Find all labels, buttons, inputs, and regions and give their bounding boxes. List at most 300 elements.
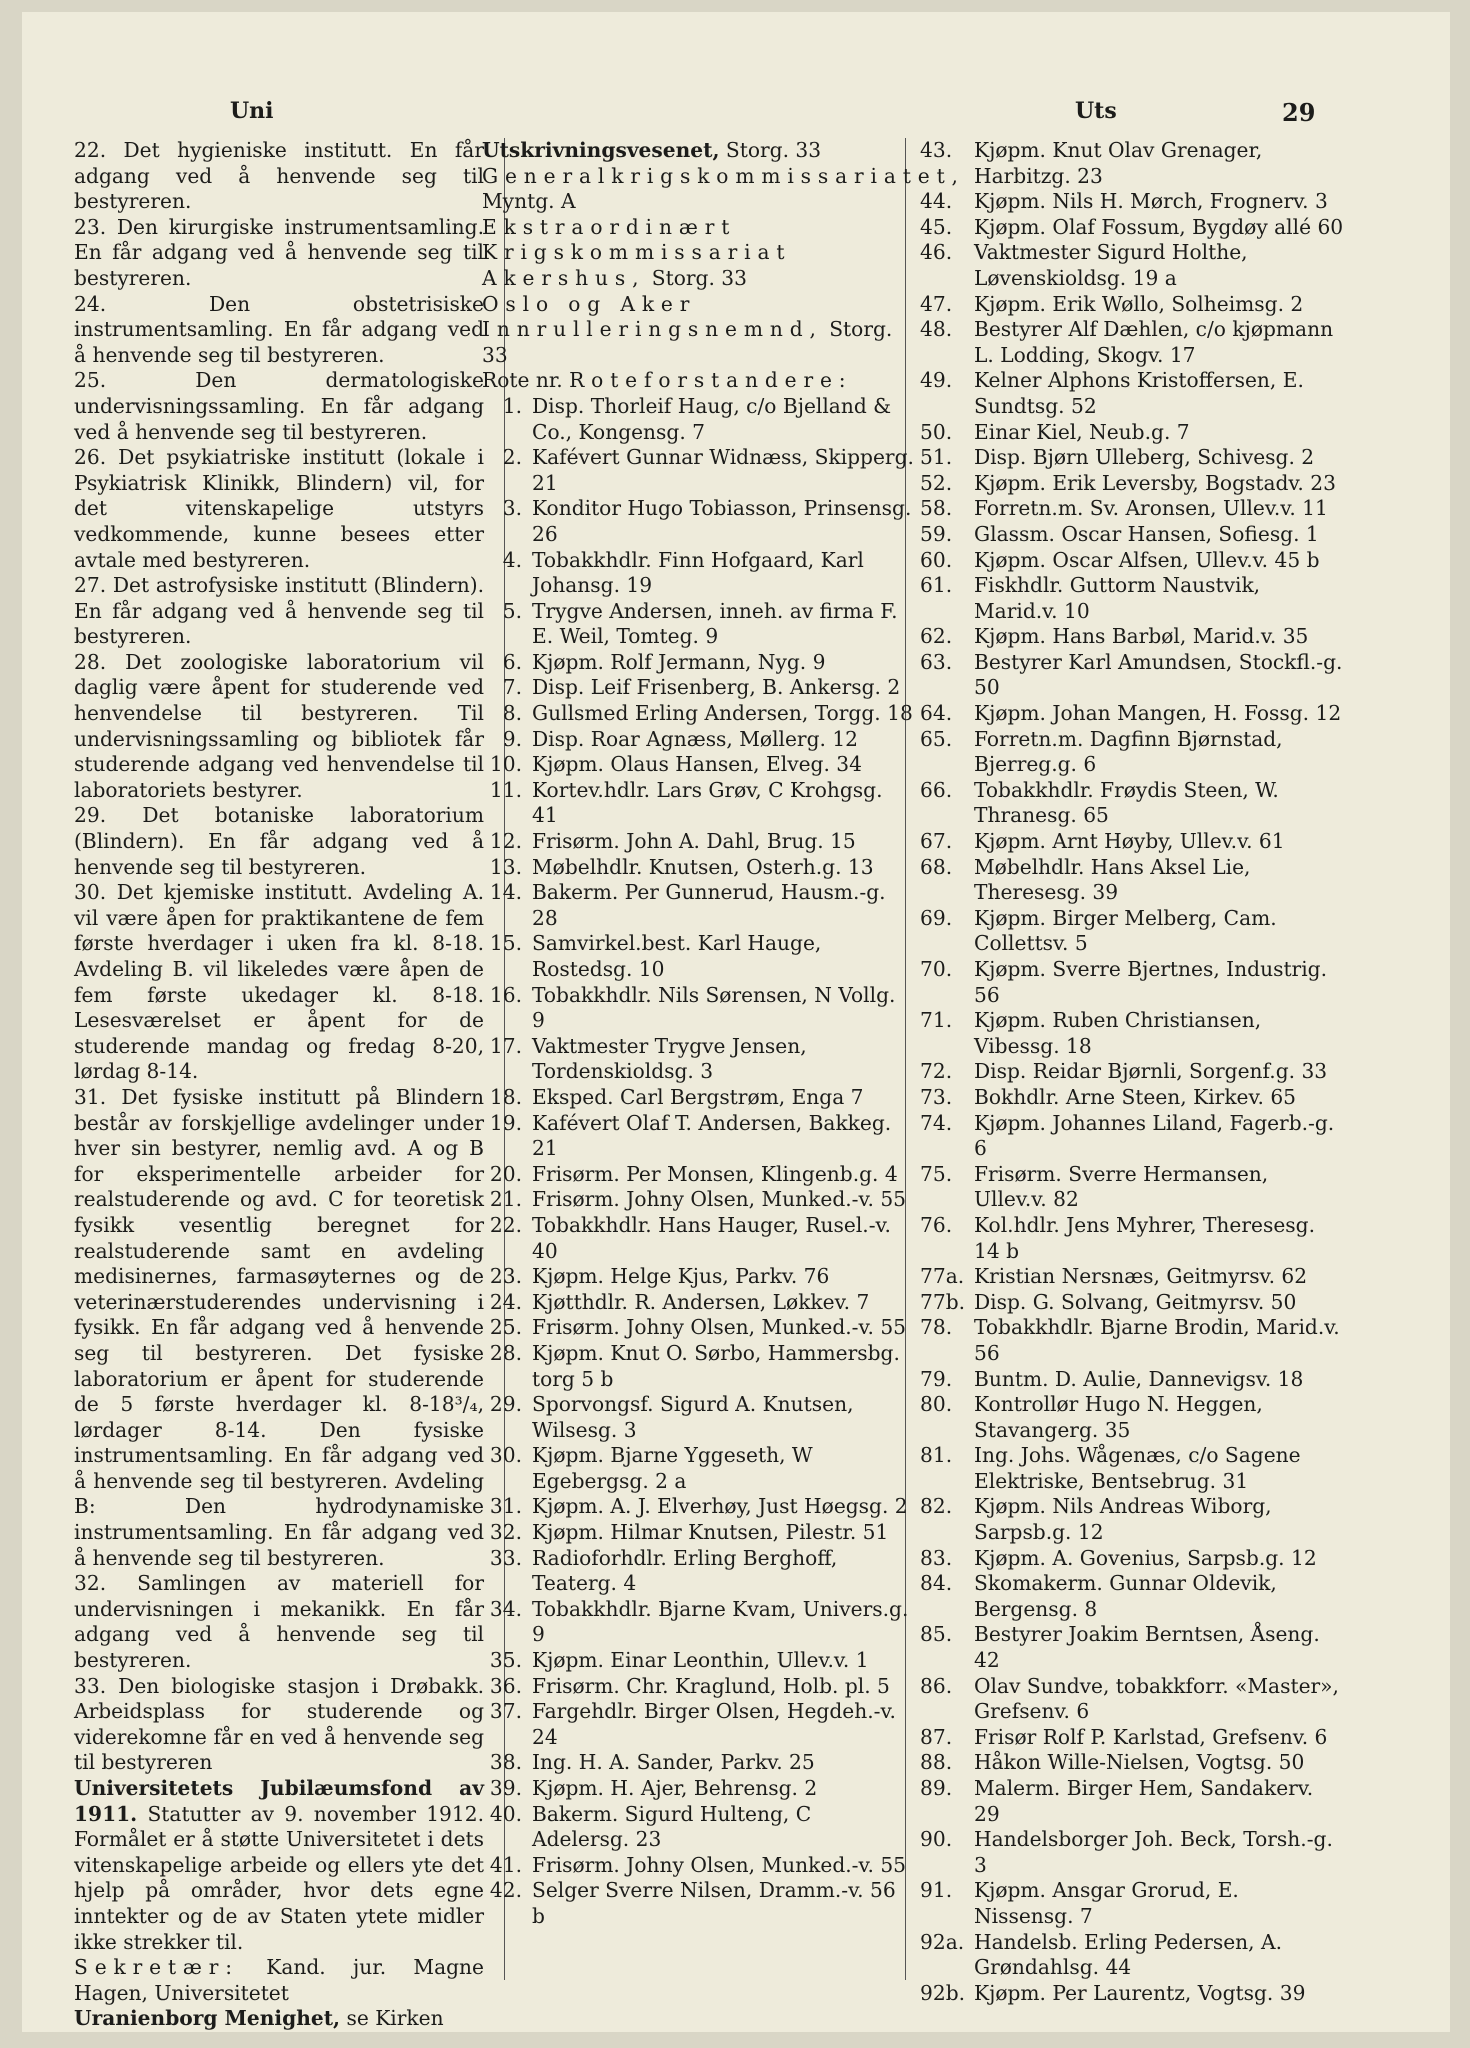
rote-text: Kjøpm. Hilmar Knutsen, Pilestr. 51 [532,1520,889,1545]
institute-entry: 28. Det zoologiske laboratorium vil daglig være åpent for studerende ved henvendelse til bestyreren. Til undervisningssamling og bibliotek får studerende adgang ved henvendelse til laboratoriets bestyrer. [74,649,484,802]
secretary-entry [74,1955,484,2006]
rote-text: Kjøpm. Johan Mangen, H. Fossg. 12 [974,701,1342,726]
rote-text: Møbelhdlr. Hans Aksel Lie, Theresesg. 39 [974,854,1251,905]
rote-number: 12. [489,829,522,854]
rote-entry [482,394,914,445]
rote-number: 61. [920,573,953,598]
rote-entry [920,1264,1344,1290]
rote-entry [920,317,1344,368]
rote-text: Kjøpm. Nils H. Mørch, Frognerv. 3 [974,189,1328,214]
page-number: 29 [1282,98,1316,127]
rote-text: Kjøpm. Ansgar Grorud, E. Nissensg. 7 [974,1878,1239,1928]
rote-text: Bokhdlr. Arne Steen, Kirkev. 65 [974,1084,1297,1109]
rote-text: Frisørm. Johny Olsen, Munked.-v. 55 [532,1187,907,1212]
jubilee-fund-title: Universitetets Jubilæumsfond av 1911. [74,1776,484,1826]
rote-entry [920,240,1344,291]
rote-entry [482,1853,914,1879]
secretary-text: Kand. jur. Magne Hagen, Universitetet [74,1955,484,2005]
rote-entry [920,420,1344,446]
rote-number: 79. [920,1366,953,1391]
rote-number: 68. [920,854,953,879]
rote-entry [482,778,914,829]
rote-entry [482,1315,914,1341]
rote-number: 91. [920,1878,953,1903]
rote-text: Fargehdlr. Birger Olsen, Hegdeh.-v. 24 [532,1699,896,1749]
rote-text: Kjøtthdlr. R. Andersen, Løkkev. 7 [532,1289,870,1314]
rote-entry [920,1059,1344,1085]
rote-number: 29. [489,1392,522,1417]
rote-entry [482,1546,914,1597]
rote-number: 77b. [920,1289,966,1314]
rote-text: Kjøpm. Olaus Hansen, Elveg. 34 [532,752,862,777]
rote-entry [482,880,914,931]
rote-text: Håkon Wille-Nielsen, Vogtsg. 50 [974,1750,1305,1775]
rote-entry [482,983,914,1034]
rote-number: 47. [920,291,953,316]
jubilee-fund-text: Statutter av 9. november 1912. Formålet er å støtte Universitetet i dets vitenskapelige arbeide og ellers yte det hjelp på områder, hvor dets egne inntekter og de av Staten ytete midler ikke strekker til. [74,1801,485,1954]
rote-number: 46. [920,240,953,265]
rote-entry [920,1290,1344,1316]
rote-number: 10. [489,752,522,777]
rote-entry [920,1111,1344,1162]
rote-text: Bakerm. Per Gunnerud, Hausm.-g. 28 [532,880,886,930]
rote-number: 65. [920,726,953,751]
rote-entry [482,1264,914,1290]
rote-number: 35. [489,1648,522,1673]
rote-text: Handelsborger Joh. Beck, Torsh.-g. 3 [974,1827,1333,1877]
rote-entry [920,1085,1344,1111]
rote-text: Skomakerm. Gunnar Oldevik, Bergensg. 8 [974,1571,1277,1621]
rote-list [482,394,914,1930]
rote-number: 90. [920,1827,953,1852]
rote-text: Olav Sundve, tobakkforr. «Master», Grefsenv. 6 [974,1673,1339,1724]
rote-number: 5. [502,598,522,623]
rote-entry [482,445,914,496]
rote-text: Kjøpm. Sverre Bjertnes, Industrig. 56 [974,957,1328,1007]
rote-text: Kjøpm. Einar Leonthin, Ullev.v. 1 [532,1648,869,1673]
rote-number: 82. [920,1494,953,1519]
rote-number: 8. [502,701,522,726]
rote-text: Kelner Alphons Kristoffersen, E. Sundtsg. 52 [974,368,1304,418]
rote-number: 87. [920,1724,953,1749]
rote-number: 16. [489,982,522,1007]
rote-text: Einar Kiel, Neub.g. 7 [974,419,1190,444]
rote-text: Kafévert Olaf T. Andersen, Bakkeg. 21 [532,1110,892,1161]
rote-number: 31. [489,1494,522,1519]
rote-text: Malerm. Birger Hem, Sandakerv. 29 [974,1776,1314,1826]
rote-text: Frisørm. John A. Dahl, Brug. 15 [532,829,856,854]
authority-entry [482,215,914,292]
institute-list [74,138,484,1776]
authority-address: Myntg. A [482,189,576,214]
rote-text: Frisørm. Per Monsen, Klingenb.g. 4 [532,1161,898,1186]
rote-entry [920,701,1344,727]
column-right [920,138,1344,2005]
rote-number: 73. [920,1084,953,1109]
rote-entry [920,189,1344,215]
rote-text: Vaktmester Trygve Jensen, Tordenskioldsg. 3 [532,1033,807,1084]
rote-text: Møbelhdlr. Knutsen, Osterh.g. 13 [532,854,874,879]
rote-entry [482,1597,914,1648]
rote-number: 77a. [920,1264,965,1289]
uranienborg-text: se Kirken [346,2006,444,2031]
rote-text: Tobakkhdlr. Nils Sørensen, N Vollg. 9 [532,982,896,1033]
rote-text: Radioforhdlr. Erling Berghoff, Teaterg. 4 [532,1545,838,1596]
institute-entry: 25. Den dermatologiske undervisningssamling. En får adgang ved å henvende seg til bestyreren. [74,368,484,444]
rote-text: Fiskhdlr. Guttorm Naustvik, Marid.v. 10 [974,573,1261,623]
rote-number: 20. [489,1161,522,1186]
rote-number: 63. [920,649,953,674]
rote-text: Forretn.m. Dagfinn Bjørnstad, Bjerreg.g. 6 [974,726,1283,777]
rote-entry [482,855,914,881]
rote-number: 39. [489,1776,522,1800]
rote-number: 64. [920,701,953,726]
rote-number: 62. [920,624,953,649]
rote-entry [920,138,1344,189]
rote-number: 24. [489,1289,522,1314]
authority-name: Ekstraordinært Krigskommissariat Akershus, [482,214,792,290]
rote-number: 71. [920,1008,953,1033]
rote-entry [920,650,1344,701]
rote-text: Kjøpm. Knut O. Sørbo, Hammersbg. torg 5 b [532,1340,900,1391]
rote-number: 21. [489,1187,522,1212]
rote-entry [482,1111,914,1162]
rote-number: 11. [489,777,522,802]
rote-number: 32. [489,1520,522,1545]
rote-text: Samvirkel.best. Karl Hauge, Rostedsg. 10 [532,931,822,981]
rote-text: Kortev.hdlr. Lars Grøv, C Krohgsg. 41 [532,777,883,828]
rote-text: Tobakkhdlr. Frøydis Steen, W. Thranesg. 65 [974,777,1279,828]
rote-entry [482,727,914,753]
jubilee-fund-entry [74,1776,484,1955]
rote-number: 59. [920,521,953,546]
authority-name: Oslo og Aker Innrulleringsnemnd, [482,291,823,342]
rote-entry [482,548,914,599]
rote-number: 36. [489,1673,522,1698]
rote-header-title: Roteforstandere: [569,368,853,393]
rote-number: 43. [920,138,953,162]
rote-text: Kjøpm. A. Govenius, Sarpsb.g. 12 [974,1545,1317,1570]
rote-number: 37. [489,1699,522,1724]
rote-entry [920,855,1344,906]
institute-entry: 31. Det fysiske institutt på Blindern består av forskjellige avdelinger under hver sin bestyrer, nemlig avd. A og B for eksperimentelle arbeider for realstuderende og avd. C for teoretisk fysikk vesentlig beregnet for realstuderende samt en avdeling medisinernes, farmasøyternes og de veterinærstuderendes undervisning i fysikk. En får adgang ved å henvende seg til bestyreren. Det fysiske laboratorium er åpent for studerende de 5 første hverdager kl. 8-18³/₄, lørdager 8-14. Den fysiske instrumentsamling. En får adgang ved å henvende seg til bestyreren. Avdeling B: Den hydrodynamiske instrumentsamling. En får adgang ved å henvende seg til bestyreren. [74,1084,484,1570]
rote-number: 48. [920,317,953,342]
rote-number: 23. [489,1264,522,1289]
rote-entry [482,1802,914,1853]
rote-entry [920,573,1344,624]
rote-number: 18. [489,1084,522,1109]
rote-entry [920,1725,1344,1751]
rote-entry [482,829,914,855]
rote-entry [920,1367,1344,1393]
rote-number: 19. [489,1110,522,1135]
rote-number: 34. [489,1596,522,1621]
institute-entry: 29. Det botaniske laboratorium (Blindern). En får adgang ved å henvende seg til bestyreren. [74,803,484,879]
rote-list-continued [920,138,1344,2006]
rote-text: Disp. Reidar Bjørnli, Sorgenf.g. 33 [974,1059,1328,1084]
section-address: Storg. 33 [725,138,822,162]
institute-entry: 24. Den obstetrisiske instrumentsamling. En får adgang ved å henvende seg til bestyreren. [74,291,484,367]
rote-number: 42. [489,1878,522,1903]
rote-entry [920,1674,1344,1725]
rote-entry [920,471,1344,497]
rote-entry [482,1392,914,1443]
rote-number: 17. [489,1033,522,1058]
rote-number: 66. [920,777,953,802]
rote-number: 7. [502,675,522,700]
institute-entry: 30. Det kjemiske institutt. Avdeling A. vil være åpen for praktikantene de fem første hverdager i uken fra kl. 8-18. Avdeling B. vil likeledes være åpen de fem første ukedager kl. 8-18. Lesesværelset er åpent for de studerende mandag og fredag 8-20, lørdag 8-14. [74,880,484,1084]
rote-entry [482,1648,914,1674]
rote-text: Kjøpm. Oscar Alfsen, Ullev.v. 45 b [974,547,1320,572]
rote-text: Kjøpm. Erik Leversby, Bogstadv. 23 [974,470,1336,495]
rote-text: Trygve Andersen, inneh. av firma F. E. Weil, Tomteg. 9 [532,598,898,649]
rote-number: 6. [502,649,522,674]
rote-entry [482,1750,914,1776]
rote-text: Kjøpm. Johannes Liland, Fagerb.-g. 6 [974,1110,1335,1161]
rote-number: 78. [920,1315,953,1340]
rote-text: Kjøpm. Per Laurentz, Vogtsg. 39 [974,1980,1306,2005]
rote-text: Kjøpm. Bjarne Yggeseth, W Egebergsg. 2 a [532,1443,813,1493]
rote-entry [482,1187,914,1213]
rote-entry [482,1085,914,1111]
rote-text: Handelsb. Erling Pedersen, A. Grøndahlsg. 44 [974,1929,1283,1980]
rote-number: 70. [920,957,953,981]
rote-entry [482,1341,914,1392]
rote-entry [920,1930,1344,1981]
rote-number: 49. [920,368,953,393]
rote-entry [482,599,914,650]
rote-text: Disp. Bjørn Ulleberg, Schivesg. 2 [974,445,1315,470]
rote-number: 40. [489,1801,522,1826]
rote-number: 86. [920,1673,953,1698]
rote-entry [920,778,1344,829]
rote-text: Kontrollør Hugo N. Heggen, Stavangerg. 35 [974,1392,1263,1442]
rote-entry [482,701,914,727]
rote-number: 38. [489,1750,522,1775]
running-head-right: Uts [1075,98,1117,124]
rote-number: 69. [920,905,953,930]
uranienborg-title: Uranienborg Menighet, [74,2006,341,2031]
rote-number: 81. [920,1443,953,1468]
rote-text: Bestyrer Alf Dæhlen, c/o kjøpmann L. Lodding, Skogv. 17 [974,317,1334,367]
rote-entry [482,1213,914,1264]
rote-entry [920,624,1344,650]
rote-entry [920,496,1344,522]
rote-number: 88. [920,1750,953,1775]
rote-text: Frisørm. Sverre Hermansen, Ullev.v. 82 [974,1161,1269,1212]
rote-text: Disp. Thorleif Haug, c/o Bjelland & Co., Kongensg. 7 [532,393,892,444]
rote-text: Bestyrer Karl Amundsen, Stockfl.-g. 50 [974,649,1343,700]
column-left [74,138,485,2031]
rote-text: Kjøpm. Birger Melberg, Cam. Collettsv. 5 [974,905,1277,956]
rote-entry [482,1699,914,1750]
rote-entry [920,445,1344,471]
uranienborg-entry [74,2006,484,2032]
authority-address: Storg. 33 [482,317,893,367]
rote-text: Selger Sverre Nilsen, Dramm.-v. 56 b [532,1878,896,1928]
rote-entry [920,1162,1344,1213]
rote-number: 13. [489,854,522,879]
rote-text: Tobakkhdlr. Finn Hofgaard, Karl Johansg. 19 [532,547,864,598]
rote-text: Disp. Roar Agnæss, Møllerg. 12 [532,726,859,751]
rote-text: Frisørm. Johny Olsen, Munked.-v. 55 [532,1852,907,1877]
rote-entry [920,215,1344,241]
rote-entry [482,496,914,547]
rote-number: 30. [489,1443,522,1468]
rote-entry [482,1878,914,1929]
rote-text: Forretn.m. Sv. Aronsen, Ullev.v. 11 [974,496,1328,521]
rote-entry [920,1443,1344,1494]
rote-number: 85. [920,1622,953,1647]
rote-entry [482,1520,914,1546]
institute-entry: 32. Samlingen av materiell for undervisningen i mekanikk. En får adgang ved å henvende seg til bestyreren. [74,1571,484,1673]
rote-text: Glassm. Oscar Hansen, Sofiesg. 1 [974,521,1319,546]
rote-number: 72. [920,1059,953,1084]
rote-entry [920,368,1344,419]
rote-entry [920,727,1344,778]
rote-number: 84. [920,1571,953,1596]
rote-number: 41. [489,1852,522,1877]
rote-number: 75. [920,1161,953,1186]
rote-number: 3. [502,496,522,521]
rote-header [482,368,914,394]
rote-number: 92a. [920,1929,965,1954]
rote-number: 52. [920,470,953,495]
rote-entry [920,1392,1344,1443]
institute-entry: 27. Det astrofysiske institutt (Blindern). En får adgang ved å henvende seg til bestyreren. [74,573,484,649]
rote-number: 80. [920,1392,953,1417]
rote-entry [920,1827,1344,1878]
rote-entry [482,752,914,778]
rote-text: Kjøpm. Olaf Fossum, Bygdøy allé 60 [974,214,1344,239]
rote-entry [920,829,1344,855]
rote-text: Kristian Nersnæs, Geitmyrsv. 62 [974,1264,1308,1289]
secretary-label: Sekretær: [74,1955,239,1980]
rote-entry [920,1008,1344,1059]
rote-entry [920,1981,1344,2007]
section-heading [482,138,914,164]
rote-text: Kjøpm. Ruben Christiansen, Vibessg. 18 [974,1008,1262,1058]
rote-entry [482,1290,914,1316]
rote-text: Kjøpm. Rolf Jermann, Nyg. 9 [532,649,826,674]
rote-entry [920,1776,1344,1827]
rote-entry [920,906,1344,957]
rote-entry [920,1622,1344,1673]
rote-text: Kjøpm. Knut Olav Grenager, Harbitzg. 23 [974,138,1263,188]
rote-text: Kafévert Gunnar Widnæss, Skipperg. 21 [532,445,914,495]
rote-text: Bakerm. Sigurd Hulteng, C Adelersg. 23 [532,1801,812,1852]
rote-text: Eksped. Carl Bergstrøm, Enga 7 [532,1084,864,1109]
rote-text: Buntm. D. Aulie, Dannevigsv. 18 [974,1366,1304,1391]
rote-number: 76. [920,1212,953,1237]
rote-entry [920,1494,1344,1545]
rote-number: 15. [489,931,522,956]
rote-text: Bestyrer Joakim Berntsen, Åseng. 42 [974,1622,1320,1673]
page-header [22,12,1450,132]
rote-entry [482,1674,914,1700]
rote-text: Frisør Rolf P. Karlstad, Grefsenv. 6 [974,1724,1328,1749]
authority-name: Generalkrigskommissariatet, [482,163,965,188]
rote-text: Kjøpm. A. J. Elverhøy, Just Høegsg. 2 [532,1494,908,1519]
rote-text: Disp. Leif Frisenberg, B. Ankersg. 2 [532,675,901,700]
institute-entry: 23. Den kirurgiske instrumentsamling. En får adgang ved å henvende seg til bestyreren. [74,214,484,290]
rote-text: Frisørm. Johny Olsen, Munked.-v. 55 [532,1315,907,1340]
rote-text: Tobakkhdlr. Hans Hauger, Rusel.-v. 40 [532,1212,891,1263]
directory-page [22,12,1450,2032]
rote-text: Kjøpm. H. Ajer, Behrensg. 2 [532,1776,818,1800]
rote-entry [482,650,914,676]
rote-text: Kjøpm. Helge Kjus, Parkv. 76 [532,1264,830,1289]
rote-entry [920,1571,1344,1622]
rote-text: Kjøpm. Nils Andreas Wiborg, Sarpsb.g. 12 [974,1494,1272,1545]
rote-text: Ing. H. A. Sander, Parkv. 25 [532,1750,815,1775]
rote-text: Kjøpm. Erik Wøllo, Solheimsg. 2 [974,291,1304,316]
running-head-left: Uni [230,98,274,124]
rote-number: 33. [489,1545,522,1570]
rote-entry [920,548,1344,574]
rote-number: 51. [920,445,953,470]
rote-header-label: Rote nr. [482,368,563,393]
rote-entry [920,1546,1344,1572]
rote-entry [920,522,1344,548]
rote-number: 4. [502,547,522,572]
rote-text: Disp. G. Solvang, Geitmyrsv. 50 [974,1289,1297,1314]
rote-text: Kol.hdlr. Jens Myhrer, Theresesg. 14 b [974,1212,1315,1263]
rote-entry [920,1315,1344,1366]
rote-number: 45. [920,214,953,239]
rote-text: Gullsmed Erling Andersen, Torgg. 18 [532,701,913,726]
rote-entry [482,1034,914,1085]
rote-number: 2. [502,445,522,470]
rote-entry [920,1878,1344,1929]
rote-number: 50. [920,419,953,444]
rote-text: Tobakkhdlr. Bjarne Brodin, Marid.v. 56 [974,1315,1340,1365]
rote-number: 83. [920,1545,953,1570]
rote-number: 1. [502,393,522,418]
section-title: Utskrivningsvesenet, [482,138,720,162]
rote-entry [482,1443,914,1494]
institute-entry: 33. Den biologiske stasjon i Drøbakk. Arbeidsplass for studerende og viderekomne får en ved å henvende seg til bestyreren [74,1673,484,1775]
rote-entry [482,931,914,982]
rote-number: 67. [920,829,953,854]
rote-number: 14. [489,880,522,905]
authority-address: Storg. 33 [645,265,747,290]
institute-entry: 22. Det hygieniske institutt. En får adgang ved å henvende seg til bestyreren. [74,138,484,214]
rote-text: Kjøpm. Arnt Høyby, Ullev.v. 61 [974,829,1285,854]
rote-text: Konditor Hugo Tobiasson, Prinsensg. 26 [532,496,912,546]
rote-entry [482,1494,914,1520]
rote-number: 44. [920,189,953,214]
rote-number: 58. [920,496,953,521]
rote-text: Sporvongsf. Sigurd A. Knutsen, Wilsesg. 3 [532,1392,854,1442]
rote-entry [920,957,1344,1008]
authority-entry [482,292,914,369]
rote-text: Ing. Johs. Wågenæs, c/o Sagene Elektriske, Bentsebrug. 31 [974,1443,1301,1493]
rote-number: 92b. [920,1980,966,2005]
rote-entry [920,1750,1344,1776]
rote-entry [482,1776,914,1802]
rote-text: Vaktmester Sigurd Holthe, Løvenskioldsg. 19 a [974,240,1248,290]
rote-number: 89. [920,1776,953,1800]
rote-number: 74. [920,1110,953,1135]
institute-entry: 26. Det psykiatriske institutt (lokale i Psykiatrisk Klinikk, Blindern) vil, for det vitenskapelige utstyrs vedkommende, kunne besees etter avtale med bestyreren. [74,445,484,572]
rote-text: Tobakkhdlr. Bjarne Kvam, Univers.g. 9 [532,1596,909,1647]
rote-entry [920,292,1344,318]
rote-number: 60. [920,547,953,572]
rote-number: 9. [502,726,522,751]
rote-entry [482,1162,914,1188]
rote-text: Kjøpm. Hans Barbøl, Marid.v. 35 [974,624,1309,649]
